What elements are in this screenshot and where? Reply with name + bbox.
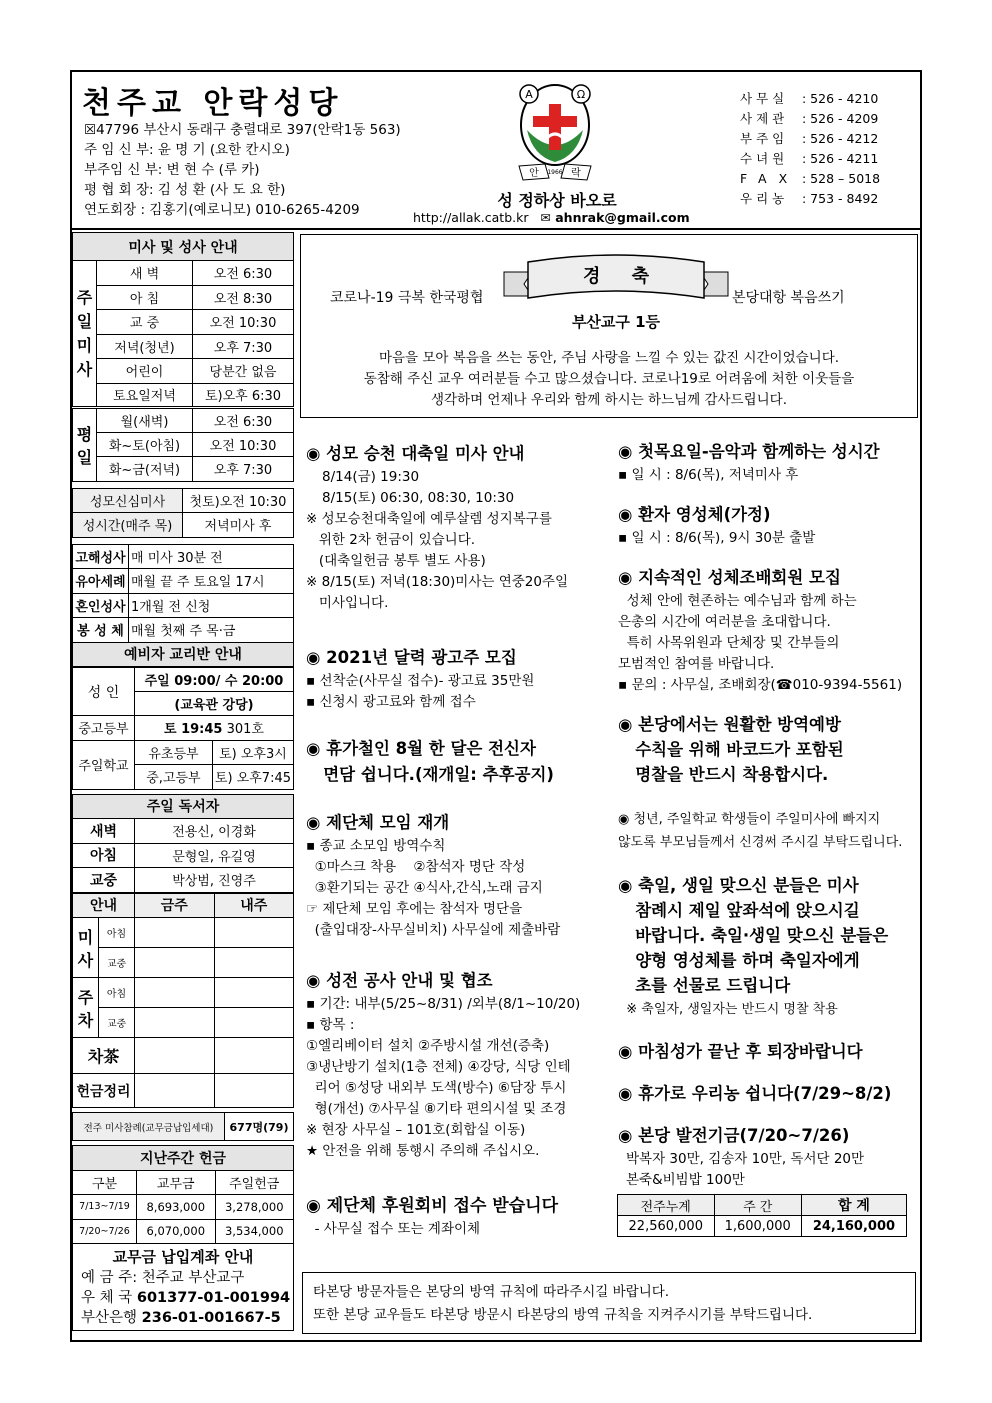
text-item: 않도록 부모님들께서 신경써 주시길 부탁드립니다.	[618, 835, 903, 850]
text-item: (대축일헌금 봉투 별도 사용)	[306, 553, 486, 569]
email-link[interactable]: ✉ ahnrak@gmail.com	[540, 210, 690, 225]
logo-an: 안	[529, 168, 539, 179]
text-item: 위한 2차 헌금이 있습니다.	[306, 532, 476, 548]
special-mass-table	[72, 488, 294, 538]
offering-table	[72, 1145, 294, 1244]
text-item: ◉ 제단체 모임 재개	[306, 813, 450, 832]
text-item: 주일헌금	[215, 1170, 294, 1195]
text-item: 사무실	[740, 91, 789, 106]
mass-name: 화~토(아침)	[97, 432, 193, 457]
text-item: 금주	[135, 893, 215, 918]
notice-interview	[306, 736, 554, 788]
text-item: 1,600,000	[714, 1216, 801, 1237]
text-item: : 526 - 4212	[802, 131, 879, 146]
address: ☒47796 부산시 동래구 충렬대로 397(안락1동 563)	[84, 122, 401, 138]
text-item: 교무금	[137, 1170, 216, 1195]
text-item: ▪ 종교 소모임 방역수칙	[306, 838, 446, 854]
phone-row	[740, 169, 880, 189]
mass-time: 토)오후 6:30	[193, 383, 294, 408]
notice-students	[618, 808, 902, 854]
text-item: ③환기되는 공간 ④식사,간식,노래 금지	[306, 880, 543, 896]
text-item: 특히 사목위원과 단체장 및 간부들의	[618, 635, 840, 651]
text-item: 양형 영성체를 하며 축일자에게	[618, 951, 860, 970]
website-link[interactable]: http://allak.catb.kr	[413, 210, 529, 225]
mass-time: 오후 7:30	[193, 457, 294, 482]
text-item: 매 미사 30분 전	[129, 544, 294, 569]
text-item: 전주누계	[618, 1195, 715, 1216]
catechism-table	[72, 667, 294, 790]
text-item: 성 인	[73, 668, 135, 716]
notice-assumption	[306, 441, 568, 614]
text-item: ◉ 휴가철인 8월 한 달은 전신자	[306, 739, 536, 758]
text-item: 부산은행	[81, 1310, 138, 1326]
text-item: 미	[76, 335, 93, 355]
mass-time: 오전 8:30	[193, 285, 294, 310]
text-item: 중,고등부	[134, 765, 212, 790]
text-item: ▪ 항목 :	[306, 1017, 355, 1033]
text-item: 문형일, 유길영	[135, 843, 294, 868]
text-item: 미사입니다.	[306, 595, 389, 611]
parish-logo-icon	[505, 78, 605, 188]
text-item: ▪ 문의 : 사무실, 조배회장(☎010-9394-5561)	[618, 677, 903, 693]
text-item: 초를 선물로 드립니다	[618, 976, 791, 995]
text-item: ◉ 본당에서는 원활한 방역예방	[618, 715, 841, 734]
text-item: 새벽	[73, 819, 135, 844]
mass-time: 당분간 없음	[193, 359, 294, 384]
church-name: 천주교 안락성당	[82, 86, 344, 121]
text-item: 매월 끝 주 토요일 17시	[129, 569, 294, 594]
phone-row	[740, 129, 880, 149]
logo-rak: 락	[571, 168, 581, 179]
text-item: 유아세례	[73, 569, 129, 594]
text-item: ◉ 본당 발전기금(7/20~7/26)	[618, 1126, 850, 1145]
text-item: 아침	[99, 978, 135, 1008]
text-item: ◉ 휴가로 우리농 쉽니다(7/29~8/2)	[618, 1084, 892, 1103]
text-item: ◉ 환자 영성체(가정)	[618, 505, 771, 524]
text-item: ③냉난방기 설치(1층 전체) ④강당, 식당 인테	[306, 1059, 571, 1075]
mass-name: 교 중	[97, 310, 193, 335]
text-item: 3,534,000	[215, 1219, 294, 1244]
mass-time: 오전 6:30	[193, 261, 294, 286]
text-item: 매월 첫째 주 목·금	[129, 618, 294, 643]
church-info	[84, 120, 401, 220]
text-item: ◉ 마침성가 끝난 후 퇴장바랍니다	[618, 1042, 863, 1061]
text-item: 1개월 전 신청	[129, 593, 294, 618]
mass-time: 오후 7:30	[193, 334, 294, 359]
text-item: ①마스크 착용 ②참석자 명단 작성	[306, 859, 526, 875]
special-name: 성모신심미사	[73, 488, 183, 513]
phone-row	[740, 149, 880, 169]
text-item: 토) 오후3시	[212, 740, 293, 765]
text-item: 구분	[73, 1170, 137, 1195]
text-item: 301호	[226, 722, 264, 738]
phone-row	[740, 189, 880, 209]
mass-time: 오전 10:30	[193, 310, 294, 335]
logo-omega: Ω	[576, 88, 586, 101]
text-item: ◉ 성모 승천 대축일 미사 안내	[306, 444, 525, 463]
left-sidebar	[72, 232, 294, 1331]
text-item: 우리농	[740, 191, 789, 206]
text-item: 8/14(금) 19:30	[322, 469, 420, 485]
text-item: 생각하며 언제나 우리와 함께 하시는 하느님께 감사드립니다.	[430, 392, 788, 408]
text-item: 참례시 제일 앞좌석에 앉으시길	[618, 901, 860, 920]
text-item: 주일학교	[73, 740, 135, 789]
text-item: 교중	[99, 948, 135, 978]
text-item: ▪ 선착순(사무실 접수)- 광고료 35만원	[306, 673, 535, 689]
notice-birthday	[618, 873, 888, 1022]
notice-final-hymn	[618, 1039, 863, 1065]
special-time: 저녁미사 후	[183, 513, 294, 538]
text-item: ▪ 신청시 광고료와 함께 접수	[306, 694, 476, 710]
notice-group-meetings	[306, 810, 560, 941]
text-item: 박복자 30만, 김송자 10만, 독서단 20만	[626, 1151, 865, 1167]
text-item: 예 금 주:	[81, 1270, 138, 1286]
text-item: ※ 축일자, 생일자는 반드시 명찰 착용	[618, 1002, 838, 1017]
text-item: 박상범, 진영주	[135, 868, 294, 893]
congrats-banner: 경 축	[582, 266, 650, 287]
text-item: 명찰을 반드시 착용합시다.	[618, 765, 829, 784]
text-item: ◉ 성전 공사 안내 및 협조	[306, 971, 493, 990]
phone-list	[740, 89, 880, 209]
readers-table	[72, 794, 294, 893]
text-item: ※ 성모승천대축일에 예루살렘 성지복구를	[306, 511, 552, 527]
text-item: 24,160,000	[801, 1216, 906, 1237]
text-item: 리어 ⑤성당 내외부 도색(방수) ⑥담장 투시	[306, 1080, 567, 1096]
congrats-rank: 부산교구 1등	[571, 313, 661, 331]
mass-name: 토요일저녁	[97, 383, 193, 408]
text-item: 동참해 주신 교우 여러분들 수고 많으셨습니다. 코로나19로 어려움에 처한 이웃들을	[363, 371, 855, 387]
bank-box	[72, 1244, 294, 1331]
text-item: : 526 - 4210	[802, 91, 879, 106]
text-item: ※ 현장 사무실 – 101호(회합실 이동)	[306, 1122, 526, 1138]
text-item: 안내	[73, 893, 135, 918]
text-item: ☞ 제단체 모임 후에는 참석자 명단을	[306, 901, 523, 917]
text-item: 22,560,000	[618, 1216, 715, 1237]
text-item: 천주교 부산교구	[141, 1270, 245, 1286]
text-item: 합 계	[801, 1195, 906, 1216]
text-item: 8/15(토) 06:30, 08:30, 10:30	[322, 490, 515, 506]
notice-calendar-ads	[306, 645, 534, 713]
sunday-label	[73, 261, 97, 408]
text-item: ▪ 일 시 : 8/6(목), 저녁미사 후	[618, 467, 799, 483]
mass-time: 오전 6:30	[193, 408, 294, 433]
text-item: ◉ 2021년 달력 광고주 모집	[306, 648, 517, 667]
prayer-leader-line: 연도회장 : 김홍기(예로니모) 010-6265-4209	[84, 202, 360, 218]
text-item: ◉ 축일, 생일 맞으신 분들은 미사	[618, 876, 859, 895]
text-item: 7/13~7/19	[73, 1195, 137, 1220]
text-item: 혼인성사	[73, 593, 129, 618]
pastor-line: 주 임 신 부: 윤 명 기 (요한 칸시오)	[84, 142, 290, 158]
text-item: 236-01-001667-5	[141, 1310, 281, 1326]
text-item: 전용신, 이경화	[135, 819, 294, 844]
text-item: ※ 8/15(토) 저녁(18:30)미사는 연중20주일	[306, 574, 569, 590]
text-item: 3,278,000	[215, 1195, 294, 1220]
council-line: 평 협 회 장: 김 성 환 (사 도 요 한)	[84, 182, 286, 198]
text-item: ◉ 지속적인 성체조배회원 모집	[618, 568, 841, 587]
header-divider	[72, 228, 920, 230]
text-item: 6,070,000	[137, 1219, 216, 1244]
text-item: : 753 - 8492	[802, 191, 879, 206]
text-item: 일	[76, 311, 93, 331]
mass-name: 저녁(청년)	[97, 334, 193, 359]
text-item: 유초등부	[134, 740, 212, 765]
text-item: 모범적인 참여를 바랍니다.	[618, 656, 775, 672]
text-item: 아침	[99, 918, 135, 948]
mass-duty-label	[73, 918, 99, 978]
text-item: 헌금정리	[73, 1074, 135, 1108]
text-item: ◉ 제단체 후원회비 접수 받습니다	[306, 1196, 558, 1216]
text-item: FAX	[740, 171, 800, 186]
text-item: 차茶	[73, 1038, 135, 1074]
text-item: 또한 본당 교우들도 타본당 방문시 타본당의 방역 규칙을 지켜주시기를 부탁드립니다.	[313, 1307, 813, 1323]
weekday-label	[73, 408, 97, 482]
mass-name: 아 침	[97, 285, 193, 310]
notice-group-fees	[306, 1193, 558, 1240]
text-item: ①엘리베이터 설치 ②주방시설 개선(증축)	[306, 1038, 550, 1054]
notice-adoration	[618, 565, 902, 696]
text-item: 주일 09:00/ 수 20:00	[134, 668, 293, 692]
text-item: 우 체 국	[81, 1290, 133, 1306]
text-item: 부주임	[740, 131, 789, 146]
text-item: 아침	[73, 843, 135, 868]
catechism-heading: 예비자 교리반 안내	[73, 642, 294, 667]
text-item: 사제관	[740, 111, 789, 126]
text-item: 타본당 방문자들은 본당의 방역 규칙에 따라주시길 바랍니다.	[313, 1284, 670, 1300]
congrats-text	[300, 348, 918, 411]
notice-holy-hour	[618, 439, 880, 486]
attendance-table	[72, 1112, 294, 1141]
text-item: 사	[77, 950, 94, 970]
congrats-right: 본당대항 복음쓰기	[732, 290, 845, 306]
text-item: 지난주간 헌금	[73, 1146, 294, 1171]
text-item: (교육관 강당)	[134, 692, 293, 716]
text-item: 주 간	[714, 1195, 801, 1216]
text-item: 주일 독서자	[73, 794, 294, 819]
text-item: 수칙을 위해 바코드가 포함된	[618, 740, 844, 759]
bank-heading: 교무금 납입계좌 안내	[112, 1248, 254, 1266]
text-item: (출입대장-사무실비치) 사무실에 제출바람	[306, 922, 561, 938]
text-item: - 사무실 접수 또는 계좌이체	[306, 1221, 481, 1237]
notice-development-fund	[618, 1123, 864, 1191]
congrats-left: 코로나-19 극복 한국평협	[330, 290, 484, 306]
text-item: ▪ 일 시 : 8/6(목), 9시 30분 출발	[618, 530, 816, 546]
visit-notice-box	[302, 1272, 916, 1334]
text-item: 형(개선) ⑦사무실 ⑧기타 편의시설 및 조경	[306, 1101, 567, 1117]
duty-table	[72, 893, 294, 1109]
text-item: ◉ 첫목요일-음악과 함께하는 성시간	[618, 442, 880, 461]
text-item: : 526 - 4209	[802, 111, 879, 126]
text-item: 봉 성 체	[73, 618, 129, 643]
text-item: 은총의 시간에 여러분을 초대합니다.	[618, 614, 831, 630]
text-item: 중고등부	[73, 716, 135, 741]
mass-name: 어린이	[97, 359, 193, 384]
mass-table	[72, 232, 294, 482]
text-item: 마음을 모아 복음을 쓰는 동안, 주님 사랑을 느낄 수 있는 값진 시간이었습니다.	[378, 350, 840, 366]
phone-row	[740, 89, 880, 109]
notice-sick-communion	[618, 502, 815, 549]
notice-woorinong	[618, 1081, 891, 1107]
sacrament-table	[72, 544, 294, 668]
mass-name: 월(새벽)	[97, 408, 193, 433]
special-name: 성시간(매주 목)	[73, 513, 183, 538]
text-item: : 528 – 5018	[802, 171, 881, 186]
text-item: 미	[77, 927, 94, 947]
text-item: ▪ 기간: 내부(5/25~8/31) /외부(8/1~10/20)	[306, 996, 581, 1012]
text-item: 주	[76, 287, 93, 307]
notice-construction	[306, 968, 580, 1162]
text-item: 8,693,000	[137, 1195, 216, 1220]
text-item: 본죽&비빔밥 100만	[626, 1172, 745, 1188]
text-item: 고해성사	[73, 544, 129, 569]
text-item: 677명(79)	[225, 1113, 294, 1141]
text-item: 토 19:45	[163, 722, 223, 738]
mass-name: 화~금(저녁)	[97, 457, 193, 482]
text-item: 차	[77, 1010, 94, 1030]
development-fund-table	[617, 1194, 907, 1237]
text-item: 내주	[214, 893, 294, 918]
mass-name: 새 벽	[97, 261, 193, 286]
parking-duty-label	[73, 978, 99, 1038]
mass-time: 오전 10:30	[193, 432, 294, 457]
text-item: 평	[76, 424, 93, 444]
logo-year: 1966	[547, 169, 563, 176]
assistant-line: 부주임 신 부: 변 현 수 (루 카)	[84, 162, 260, 178]
text-item: 일	[76, 447, 93, 467]
special-time: 첫토)오전 10:30	[183, 488, 294, 513]
patron-saint: 성 정하상 바오로	[497, 191, 617, 210]
text-item: 주	[77, 987, 94, 1007]
text-item: 바랍니다. 축일·생일 맞으신 분들은	[618, 926, 889, 945]
phone-row	[740, 109, 880, 129]
web-contacts	[413, 210, 690, 225]
text-item: 전주 미사참례(교무금납입세대)	[73, 1113, 225, 1141]
text-item: : 526 - 4211	[802, 151, 879, 166]
notice-barcode	[618, 712, 844, 787]
text-item: 교중	[99, 1008, 135, 1038]
text-item: ◉ 청년, 주일학교 학생들이 주일미사에 빠지지	[618, 812, 881, 827]
text-item: 교중	[73, 868, 135, 893]
text-item: 수녀원	[740, 151, 789, 166]
text-item: 601377-01-001994	[136, 1290, 291, 1306]
text-item: 7/20~7/26	[73, 1219, 137, 1244]
mass-heading: 미사 및 성사 안내	[73, 233, 294, 261]
text-item: 면담 쉽니다.(재개일: 추후공지)	[306, 765, 554, 784]
text-item: ★ 안전을 위해 통행시 주의해 주십시오.	[306, 1143, 540, 1159]
logo-alpha: A	[525, 88, 533, 101]
text-item: 토) 오후7:45	[212, 765, 293, 790]
text-item: 성체 안에 현존하는 예수님과 함께 하는	[618, 593, 857, 609]
text-item: 사	[76, 359, 93, 379]
